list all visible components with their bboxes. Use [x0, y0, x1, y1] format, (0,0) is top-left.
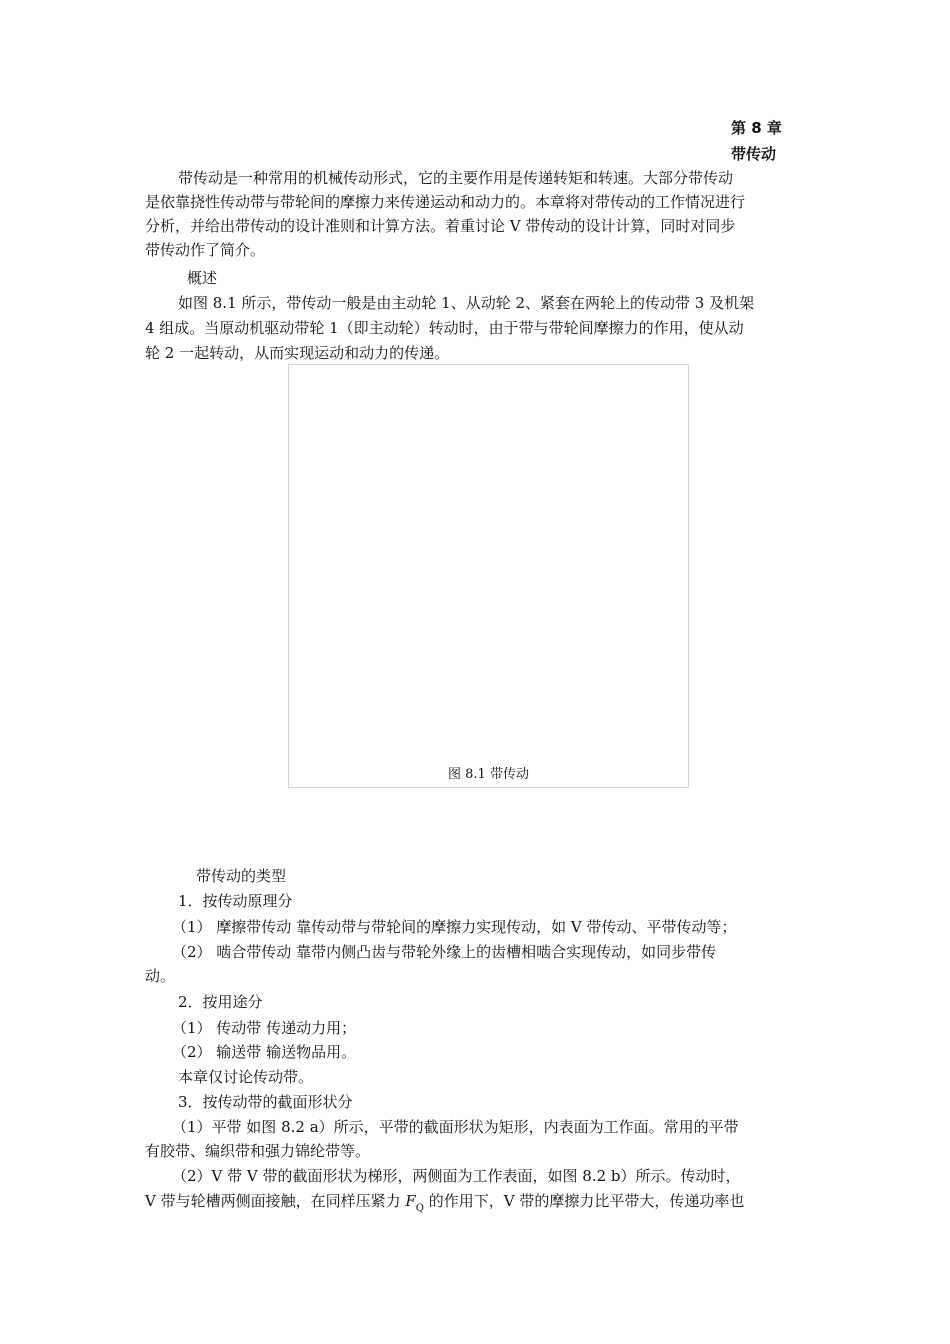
list-heading: 3．按传动带的截面形状分: [178, 1093, 353, 1111]
text-segment: V 带与轮槽两侧面接触，在同样压紧力: [145, 1192, 406, 1210]
figure-8-1: [288, 364, 689, 788]
force-symbol: F: [405, 1192, 416, 1210]
intro-line: 分析，并给出带传动的设计准则和计算方法。着重讨论 V 带传动的设计计算，同时对同步: [145, 217, 736, 235]
list-item-continuation: 动。: [145, 967, 176, 985]
list-item: （2）V 带 V 带的截面形状为梯形，两侧面为工作表面，如图 8.2 b）所示。传动时，: [172, 1167, 741, 1185]
paragraph-line: 轮 2 一起转动，从而实现运动和动力的传递。: [145, 344, 450, 362]
list-heading: 1．按传动原理分: [178, 892, 293, 910]
force-subscript: Q: [415, 1203, 424, 1214]
paragraph-line: 如图 8.1 所示，带传动一般是由主动轮 1、从动轮 2、紧套在两轮上的传动带 3 及机架: [178, 294, 755, 312]
intro-line: 是依靠挠性传动带与带轮间的摩擦力来传递运动和动力的。本章将对带传动的工作情况进行: [145, 193, 746, 211]
paragraph-line: 本章仅讨论传动带。: [178, 1068, 314, 1086]
paragraph-line: 4 组成。当原动机驱动带轮 1（即主动轮）转动时，由于带与带轮间摩擦力的作用，使从动: [145, 319, 744, 337]
list-item: （1） 传动带 传递动力用；: [172, 1019, 357, 1037]
list-item-continuation: 有胶带、编织带和强力锦纶带等。: [145, 1142, 371, 1160]
figure-caption: 图 8.1 带传动: [448, 767, 529, 782]
list-item: （2） 输送带 输送物品用。: [172, 1043, 357, 1061]
section-heading-overview: 概述: [187, 269, 218, 287]
text-segment: 的作用下，V 带的摩擦力比平带大，传递功率也: [424, 1192, 745, 1210]
intro-line: 带传动是一种常用的机械传动形式，它的主要作用是传递转矩和转速。大部分带传动: [178, 169, 734, 187]
chapter-number: 第 8 章: [731, 119, 782, 137]
list-item: （1）平带 如图 8.2 a）所示，平带的截面形状为矩形，内表面为工作面。常用的平带: [172, 1118, 739, 1136]
paragraph-line-with-formula: [145, 1191, 810, 1214]
intro-line: 带传动作了简介。: [145, 241, 266, 259]
section-heading-types: 带传动的类型: [196, 867, 287, 885]
chapter-title: 带传动: [731, 145, 777, 163]
list-heading: 2．按用途分: [178, 993, 263, 1011]
list-item: （2） 啮合带传动 靠带内侧凸齿与带轮外缘上的齿槽相啮合实现传动，如同步带传: [172, 943, 717, 961]
list-item: （1） 摩擦带传动 靠传动带与带轮间的摩擦力实现传动，如 V 带传动、平带传动等；: [172, 918, 737, 936]
